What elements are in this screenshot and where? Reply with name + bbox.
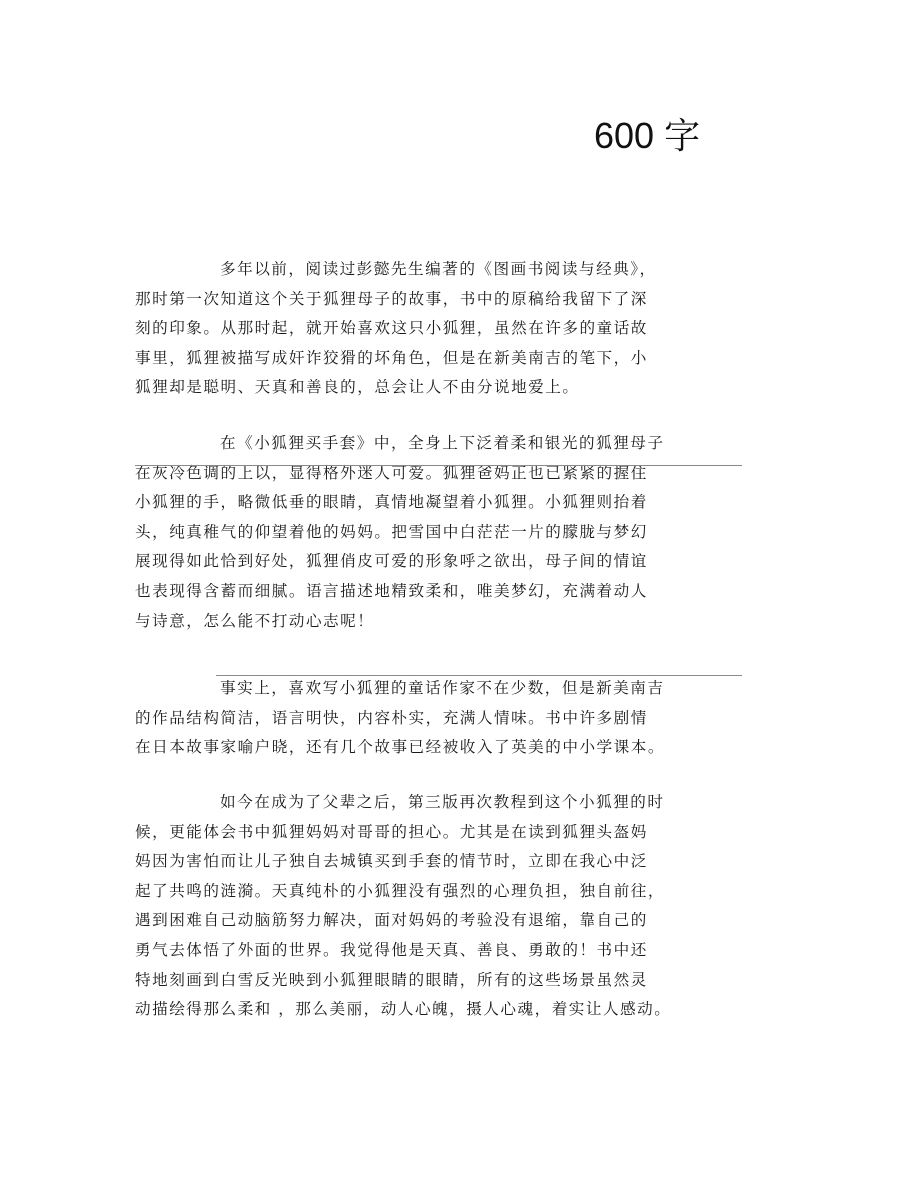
text-line: 事实上，喜欢写小狐狸的童话作家不在少数，但是新美南吉 xyxy=(220,679,665,697)
text-line: 的作品结构简洁，语言明快，内容朴实，充满人情味。书中许多剧情 xyxy=(135,708,648,727)
text-line: 起了共鸣的涟漪。天真纯朴的小狐狸没有强烈的心理负担，独自前往， xyxy=(135,881,665,900)
text-line: 遇到困难自己动脑筋努力解决，面对妈妈的考验没有退缩，靠自己的 xyxy=(135,911,648,930)
text-line: 小狐狸的手，略微低垂的眼睛，真情地凝望着小狐狸。小狐狸则抬着 xyxy=(135,493,648,512)
text-line: 勇气去体悟了外面的世界。我觉得他是天真、善良、勇敢的！书中还 xyxy=(135,940,648,959)
text-line: 在灰冷色调的上以，显得格外迷人可爱。狐狸爸妈正也已紧紧的握住 xyxy=(135,463,648,482)
paragraph-1 xyxy=(135,255,705,403)
text-line: 展现得如此恰到好处，狐狸俏皮可爱的形象呼之欲出，母子间的情谊 xyxy=(135,552,648,571)
text-line: 那时第一次知道这个关于狐狸母子的故事，书中的原稿给我留下了深 xyxy=(135,289,648,308)
paragraph-4 xyxy=(135,788,705,1025)
text-line: 在《小狐狸买手套》中，全身上下泛着柔和银光的狐狸母子 xyxy=(220,434,665,452)
horizontal-rule xyxy=(135,465,742,466)
text-line: 如今在成为了父辈之后，第三版再次教程到这个小狐狸的时 xyxy=(220,793,665,811)
paragraph-3 xyxy=(135,674,705,763)
text-line: 事里，狐狸被描写成奸诈狡猾的坏角色，但是在新美南吉的笔下，小 xyxy=(135,348,648,367)
text-line: 多年以前，阅读过彭懿先生编著的《图画书阅读与经典》， xyxy=(220,260,657,278)
paragraph-2 xyxy=(135,429,705,636)
text-line: 在日本故事家喻户晓，还有几个故事已经被收入了英美的中小学课本。 xyxy=(135,738,665,757)
text-line: 妈因为害怕而让儿子独自去城镇买到手套的情节时，立即在我心中泛 xyxy=(135,852,648,871)
text-line: 头，纯真稚气的仰望着他的妈妈。把雪国中白茫茫一片的朦胧与梦幻 xyxy=(135,522,648,541)
text-line: 特地刻画到白雪反光映到小狐狸眼睛的眼睛，所有的这些场景虽然灵 xyxy=(135,970,648,989)
text-line: 与诗意，怎么能不打动心志呢！ xyxy=(135,611,375,630)
text-line: 候，更能体会书中狐狸妈妈对哥哥的担心。尤其是在读到狐狸头盔妈 xyxy=(135,822,648,841)
text-line: 刻的印象。从那时起，就开始喜欢这只小狐狸，虽然在许多的童话故 xyxy=(135,319,648,338)
text-line: 也表现得含蓄而细腻。语言描述地精致柔和，唯美梦幻，充满着动人 xyxy=(135,581,648,600)
text-line: 动描绘得那么柔和 ，那么美丽，动人心魄，摄人心魂，着实让人感动。 xyxy=(135,1000,672,1019)
page-title: 600 字 xyxy=(594,115,701,156)
text-line: 狐狸却是聪明、天真和善良的，总会让人不由分说地爱上。 xyxy=(135,378,580,397)
